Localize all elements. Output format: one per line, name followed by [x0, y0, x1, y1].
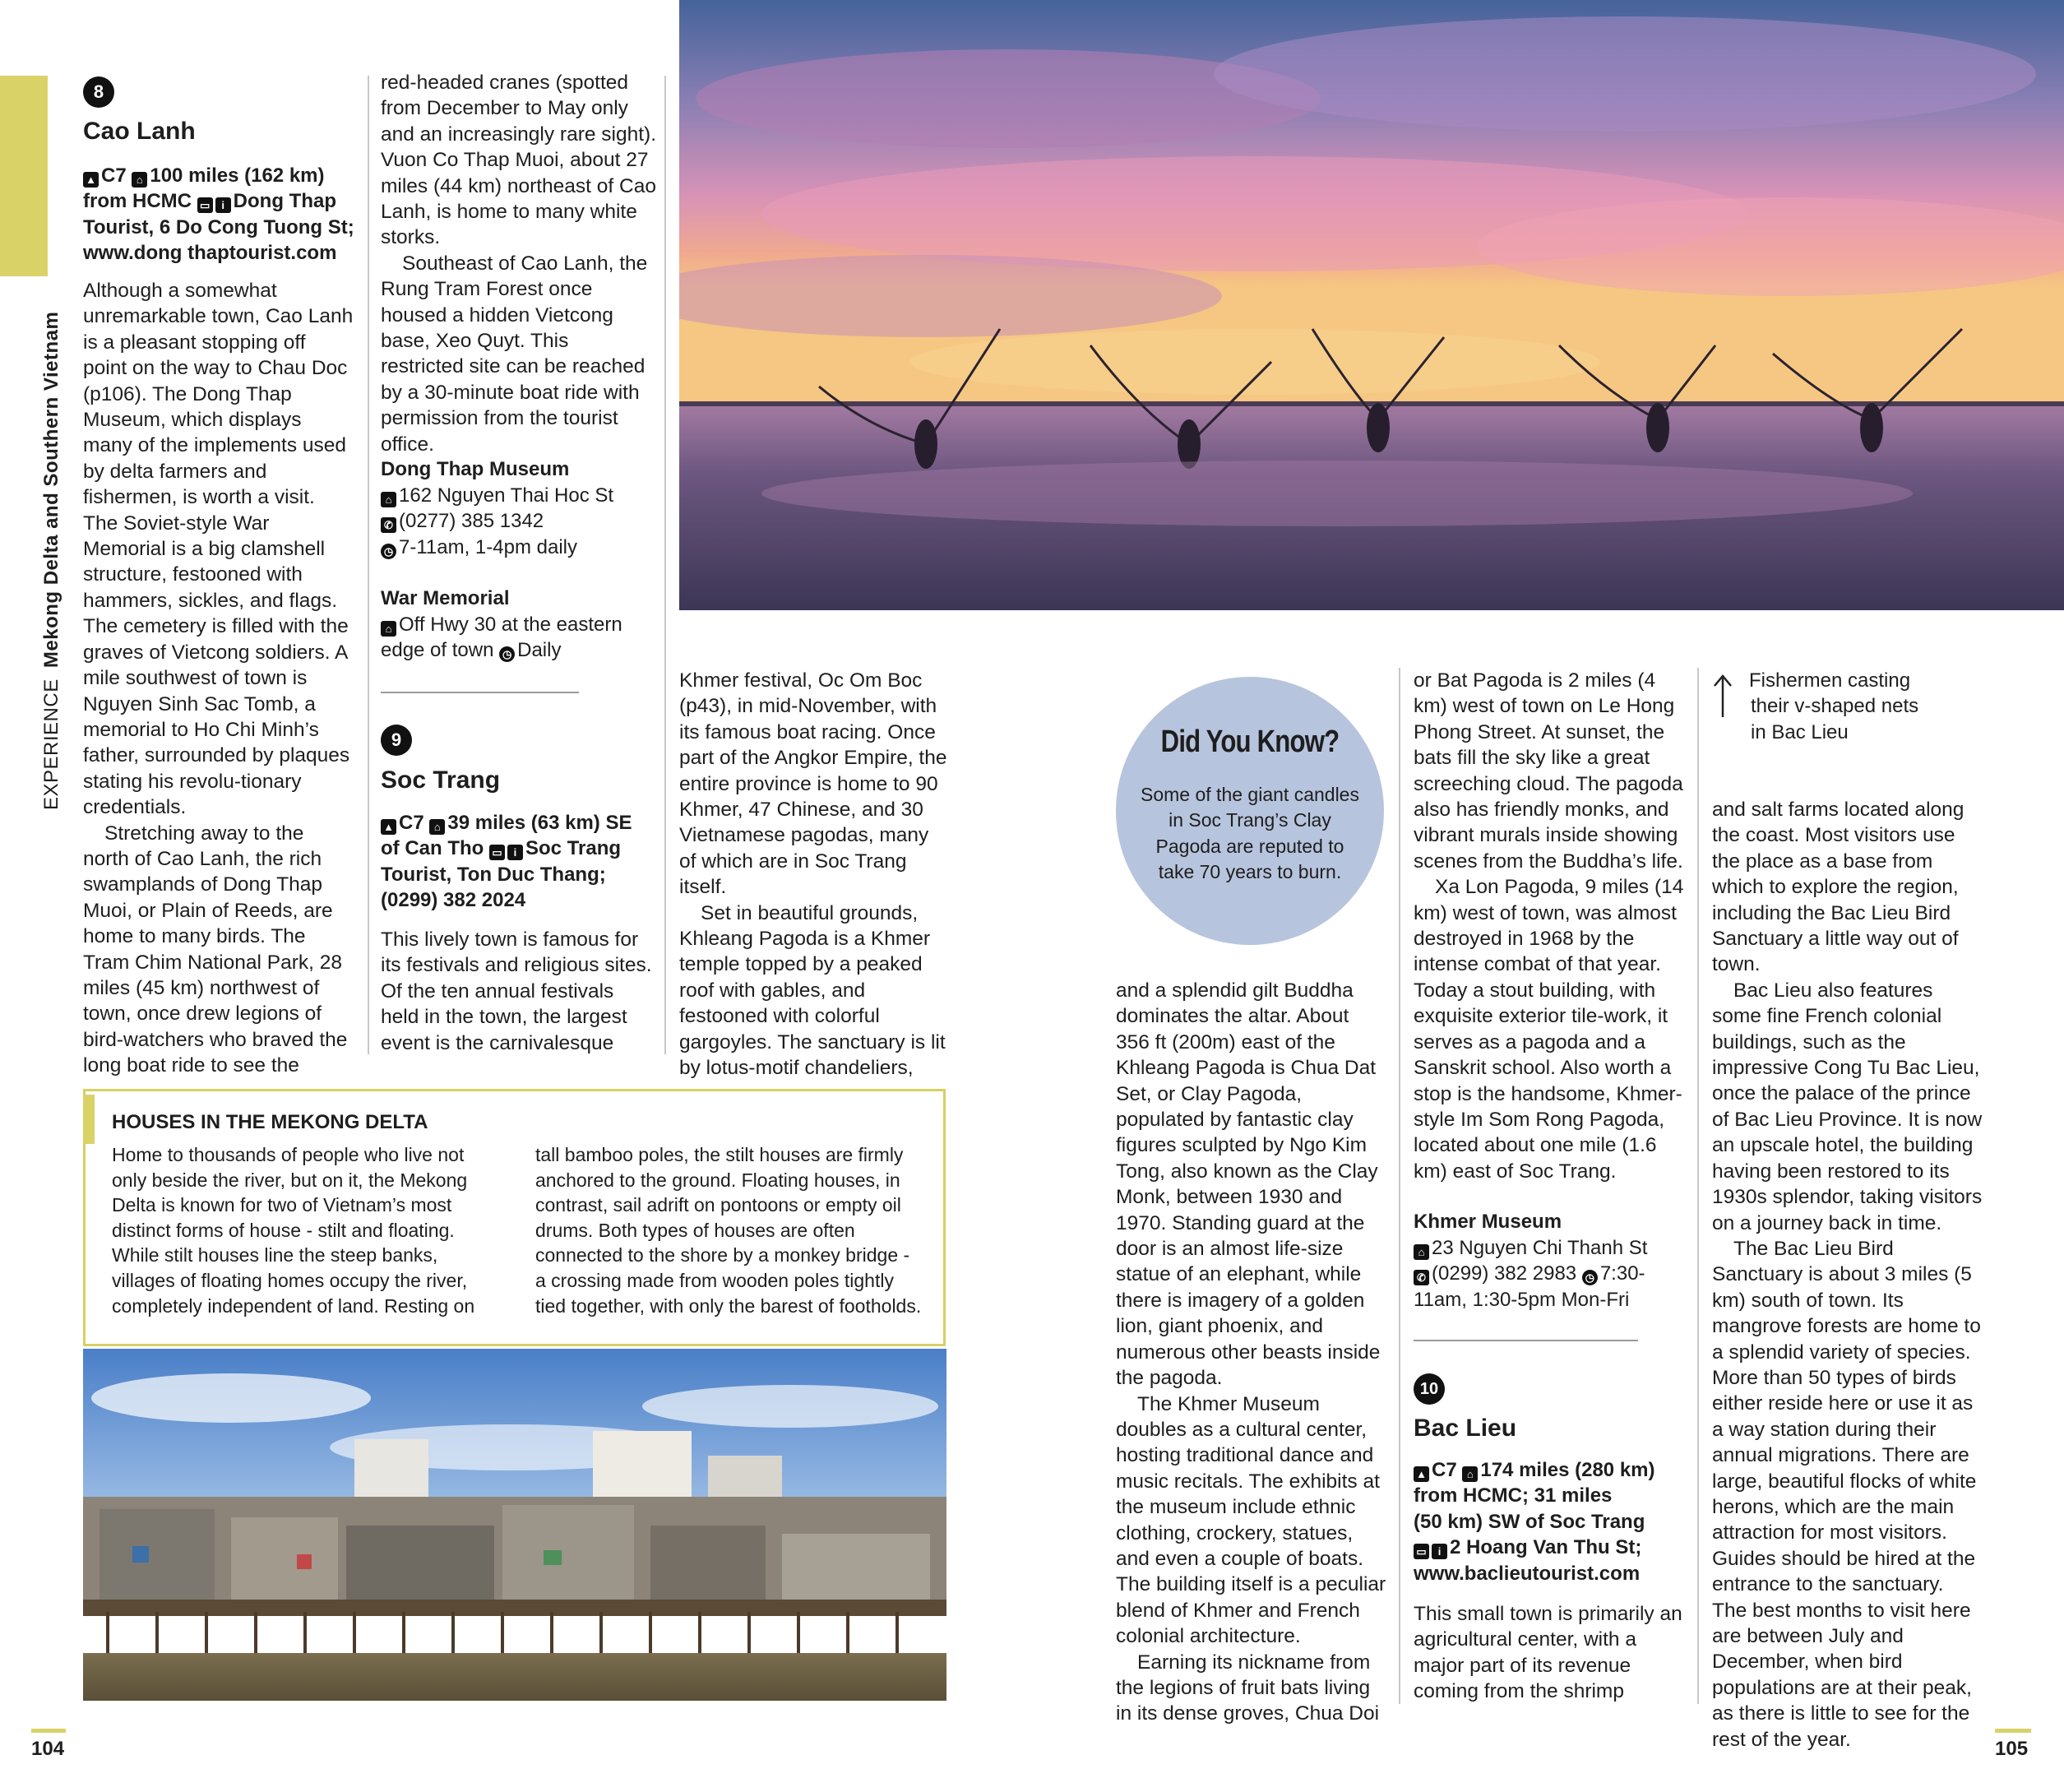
cao-lanh-body-col1: [83, 278, 354, 1079]
soc-trang-body-col2: [381, 927, 656, 1056]
section-number-8: 8: [83, 76, 114, 108]
listing-title: Khmer Museum: [1414, 1211, 1562, 1233]
cao-lanh-info: ▲ C7 ⌂ 100 miles (162 km) from HCMC ▭ i Dong Thap Tourist, 6 Do Cong Tuong St; www.dong thaptourist.com: [83, 163, 363, 266]
house-icon: ⌂: [381, 492, 396, 507]
paragraph: This lively town is famous for its festivals and religious sites. Of the ten annual festivals held in the town, the largest event is the carnivalesque: [381, 928, 652, 1054]
side-label-experience: EXPERIENCE: [40, 678, 62, 810]
paragraph: Set in beautiful grounds, Khleang Pagoda is a Khmer temple topped by a peaked roof with gables, and festooned with colorful gargoyles. The sanctuary is lit by lotus-motif chandeliers,: [679, 901, 946, 1080]
info-icon: i: [1432, 1544, 1447, 1559]
soc-trang-body-col5: [1414, 668, 1685, 1184]
paragraph: Although a somewhat unremarkable town, Cao Lanh is a pleasant stopping off point on the way to Chau Doc (p106). The Dong Thap Museum, which displays many of the implements used by delta farmers and fishermen, is worth a visit. The Soviet-style War Memorial is a big clamshell structure, festooned with hammers, sickles, and flags. The cemetery is filled with the graves of Vietcong soldiers. A mile southwest of town is Nguyen Sinh Sac Tomb, a memorial to Ho Chi Minh’s father, surrounded by plaques stating his revolu-tionary credentials.: [83, 280, 354, 819]
column-rule: [664, 76, 666, 1054]
info-icon: i: [215, 197, 231, 213]
phone-icon: ✆: [1414, 1270, 1429, 1285]
section-title-soc-trang: Soc Trang: [381, 766, 501, 794]
side-label: [39, 312, 64, 810]
section-number-10: 10: [1414, 1373, 1445, 1405]
paragraph: red-headed cranes (spotted from December to May only and an increasingly rare sight). Vuon Co Thap Muoi, about 27 miles (44 km) northeast of Cao Lanh, is home to many white storks.: [381, 72, 657, 249]
paragraph: The Bac Lieu Bird Sanctuary is about 3 miles (5 km) south of town. Its mangrove forests are home to a splendid variety of species. More than 50 types of birds either reside here or use it as a way station during their annual migrations. There are large, beautiful flocks of white herons, which are the main attraction for most visitors. Guides should be hired at the entrance to the sanctuary. The best months to visit here are between July and December, when bird populations are at their peak, as there is little to see for the rest of the year.: [1712, 1237, 1981, 1751]
house-icon: ⌂: [429, 819, 445, 835]
house-icon: ⌂: [132, 172, 147, 188]
page-number-left: 104: [31, 1738, 65, 1760]
paragraph: or Bat Pagoda is 2 miles (4 km) west of town on Le Hong Phong Street. At sunset, the bats fill the sky like a great screeching cloud. The pagoda also has friendly monks, and vibrant murals inside showing scenes from the Buddha’s life.: [1414, 669, 1683, 873]
houses-box-title: HOUSES IN THE MEKONG DELTA: [112, 1111, 428, 1133]
khmer-museum-listing: Khmer Museum ⌂ 23 Nguyen Chi Thanh St ✆ (0299) 382 2983 ◷ 7:30- 11am, 1:30-5pm Mon-Fri: [1414, 1209, 1685, 1313]
phone-icon: ✆: [381, 517, 396, 533]
did-you-know-text: Some of the giant candles in Soc Trang’s Clay Pagoda are reputed to take 70 years to burn.: [1141, 784, 1359, 883]
paragraph: and salt farms located along the coast. Most visitors use the place as a base from which to explore the region, including the Bac Lieu Bird Sanctuary a little way out of town.: [1712, 799, 1965, 976]
bus-icon: ▭: [1414, 1544, 1429, 1559]
map-pin-icon: ▲: [1414, 1466, 1429, 1482]
bac-lieu-info: ▲ C7 ⌂ 174 miles (280 km) from HCMC; 31 miles (50 km) SW of Soc Trang ▭ i 2 Hoang Van Thu St; www.baclieutourist.com: [1414, 1457, 1685, 1586]
did-you-know-title: Did You Know?: [1160, 725, 1340, 759]
map-pin-icon: ▲: [381, 819, 396, 835]
column-rule: [368, 76, 369, 1054]
soc-trang-body-col4: [1116, 978, 1387, 1727]
paragraph: Bac Lieu also features some fine French colonial buildings, such as the impressive Cong Tu Bac Lieu, once the palace of the prince of Bac Lieu Province. It is now an upscale hotel, the building having been restored to its 1930s splendor, taking visitors on a journey back in time.: [1712, 979, 1983, 1234]
paragraph: This small town is primarily an agricultural center, with a major part of its revenue coming from the shrimp: [1414, 1603, 1682, 1703]
paragraph: Southeast of Cao Lanh, the Rung Tram Forest once housed a hidden Vietcong base, Xeo Quyt. This restricted site can be reached by a 30-minute boat ride with permission from the tourist office.: [381, 252, 648, 456]
paragraph: The Khmer Museum doubles as a cultural center, hosting traditional dance and music recitals. The exhibits at the museum include ethnic clothing, crockery, statues, and even a couple of boats. The building itself is a peculiar blend of Khmer and French colonial architecture.: [1116, 1392, 1386, 1648]
info-icon: i: [507, 845, 523, 860]
house-icon: ⌂: [1462, 1466, 1478, 1482]
paragraph: Stretching away to the north of Cao Lanh, the rich swamplands of Dong Thap Muoi, or Plain of Reeds, are home to many birds. The Tram Chim National Park, 28 miles (45 km) northwest of town, once drew legions of bird-watchers who braved the long boat ride to see the: [83, 822, 348, 1077]
clock-icon: ◷: [1582, 1270, 1598, 1285]
bac-lieu-body-col5: [1414, 1601, 1685, 1705]
soc-trang-info: ▲ C7 ⌂ 39 miles (63 km) SE of Can Tho ▭ i Soc Trang Tourist, Ton Duc Thang; (0299) 382 2024: [381, 812, 632, 912]
dong-thap-museum-listing: Dong Thap Museum ⌂ 162 Nguyen Thai Hoc St ✆ (0277) 385 1342 ◷ 7-11am, 1-4pm daily: [381, 456, 660, 560]
arrow-up-icon: [1710, 673, 1735, 719]
photo-stilt-houses: [83, 1349, 946, 1701]
houses-box-accent-bar: [83, 1095, 95, 1144]
photo-caption: Fishermen casting their v-shaped nets in Bac Lieu: [1749, 669, 1919, 743]
page-number-accent-right: [1995, 1729, 2031, 1733]
section-divider: [1414, 1340, 1638, 1341]
bac-lieu-body-col6: [1712, 797, 1983, 1753]
war-memorial-listing: War Memorial ⌂ Off Hwy 30 at the eastern edge of town ◷ Daily: [381, 586, 660, 664]
listing-title: War Memorial: [381, 587, 510, 609]
bac-lieu-website[interactable]: www.baclieutourist.com: [1414, 1562, 1641, 1585]
clock-icon: ◷: [381, 544, 396, 559]
houses-box-col1: Home to thousands of people who live not only beside the river, but on it, the Mekong Delta is known for two of Vietnam’s most distinct forms of house - stilt and floating. While stilt houses line the steep banks, villages of floating homes occupy the river, completely independent of land. Resting on: [112, 1144, 475, 1317]
section-title-bac-lieu: Bac Lieu: [1414, 1415, 1517, 1442]
houses-box-col2: tall bamboo poles, the stilt houses are firmly anchored to the ground. Floating houses, in contrast, sail adrift on pontoons or empty oil drums. Both types of houses are often connected to the shore by a monkey bridge - a crossing made from wooden poles tightly tied together, with only the barest of footholds.: [535, 1144, 922, 1317]
paragraph: Xa Lon Pagoda, 9 miles (14 km) west of town, was almost destroyed in 1968 by the intense combat of that year. Today a stout building, with exquisite exterior tile-work, it serves as a pagoda and a Sanskrit school. Also worth a stop is the handsome, Khmer-style Im Som Rong Pagoda, located about one mile (1.6 km) east of Soc Trang.: [1414, 876, 1684, 1183]
listing-title: Dong Thap Museum: [381, 458, 570, 480]
paragraph: Earning its nickname from the legions of fruit bats living in its dense groves, Chua Doi: [1116, 1651, 1380, 1725]
page-number-right: 105: [1995, 1738, 2029, 1760]
page-number-accent-left: [31, 1729, 66, 1733]
paragraph: Khmer festival, Oc Om Boc (p43), in mid-November, with its famous boat racing. Once part of the Angkor Empire, the entire province is home to 90 Khmer, 47 Chinese, and 30 Vietnamese pagodas, many of which are in Soc Trang itself.: [679, 669, 947, 899]
side-tab: [0, 76, 48, 276]
bus-icon: ▭: [197, 197, 213, 213]
cao-lanh-website[interactable]: www.dong thaptourist.com: [83, 242, 337, 265]
section-title-cao-lanh: Cao Lanh: [83, 118, 196, 145]
column-rule: [1697, 668, 1699, 1704]
soc-trang-body-col3: [679, 668, 951, 1081]
column-rule: [1399, 668, 1400, 1704]
house-icon: ⌂: [381, 621, 396, 637]
section-divider: [381, 692, 579, 693]
section-number-9: 9: [381, 725, 412, 756]
side-label-region: Mekong Delta and Southern Vietnam: [40, 311, 62, 669]
photo-fishermen-bac-lieu: [679, 0, 2064, 610]
house-icon: ⌂: [1414, 1244, 1429, 1260]
paragraph: and a splendid gilt Buddha dominates the altar. About 356 ft (200m) east of the Khleang Pagoda is Chua Dat Set, or Clay Pagoda, populated by fantastic clay figures sculpted by Ngo Kim Tong, also known as the Clay Monk, between 1930 and 1970. Standing guard at the door is an almost life-size statue of an elephant, while there is imagery of a golden lion, giant phoenix, and numerous other beasts inside the pagoda.: [1116, 979, 1381, 1390]
cao-lanh-body-col2: [381, 70, 656, 457]
clock-icon: ◷: [499, 646, 515, 662]
bus-icon: ▭: [489, 845, 505, 860]
map-pin-icon: ▲: [83, 172, 99, 188]
